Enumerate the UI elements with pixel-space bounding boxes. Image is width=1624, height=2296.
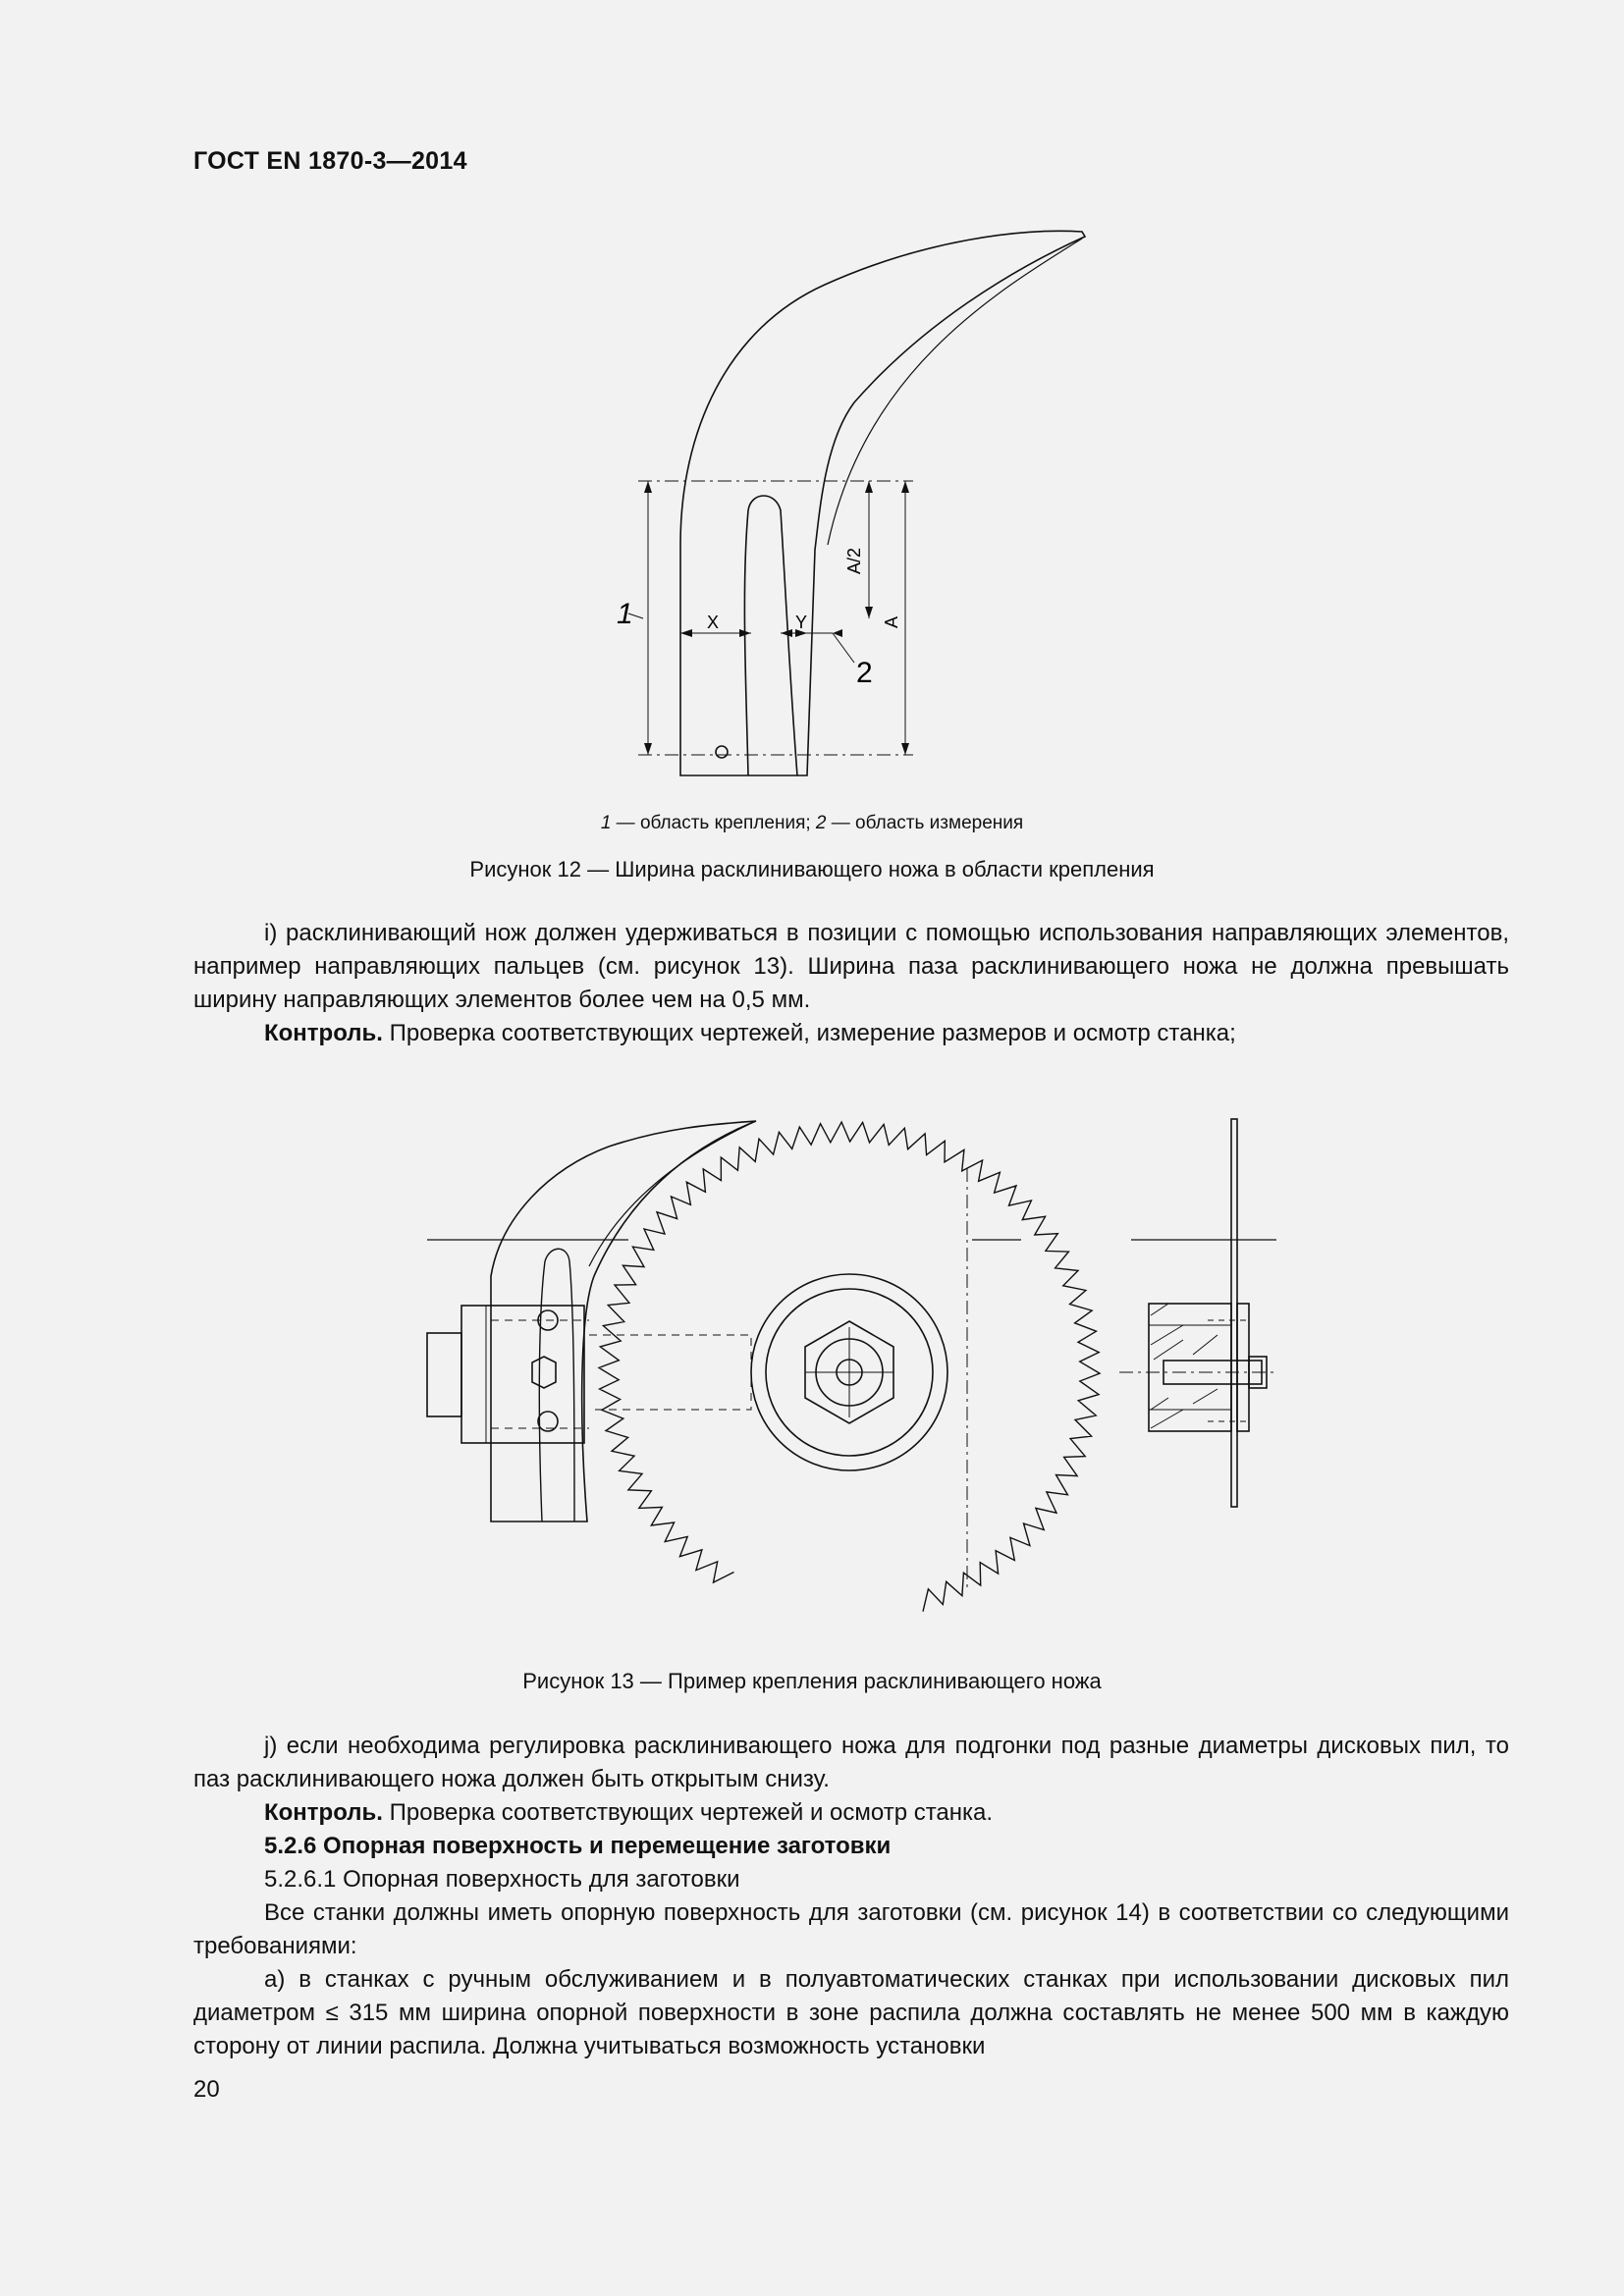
figure-13-caption: Рисунок 13 — Пример крепления расклинивающего ножа — [522, 1669, 1102, 1693]
paragraph-i: i) расклинивающий нож должен удерживаться в позиции с помощью использования направляющих элементов, например направляющих пальцев (см. рисунок 13). Ширина паза расклинивающего ножа не должна превышать ширину направляющих элементов более чем на 0,5 мм. Контроль. Проверка соответствующих чертежей, измерение размеров и осмотр станка; — [193, 920, 1509, 1046]
label-a: A — [882, 615, 901, 628]
section-subheading: 5.2.6.1 Опорная поверхность для заготовки — [264, 1866, 740, 1893]
page-number: 20 — [193, 2076, 220, 2103]
label-y: Y — [795, 613, 808, 632]
label-x: X — [707, 613, 720, 632]
paragraph-j: j) если необходима регулировка расклинивающего ножа для подгонки под разные диаметры дисковых пил, то паз расклинивающего ножа должен быть открытым снизу. Контроль. Проверка соответствующих чертежей и осмотр станка. 5.2.6 Опорная поверхность и перемещение заготовки 5.2.6.1 Опорная поверхность для заготовки Все станки должны иметь опорную поверхность для заготовки (см. рисунок 14) в соответствии со следующими требованиями: а) в станках с ручным обслуживанием и в полуавтоматических станках при использовании дисковых пил диаметром ≤ 315 мм ширина опорной поверхности в зоне распила должна составлять не менее 500 мм в каждую сторону от линии распила. Должна учитываться возможность установки — [193, 1733, 1509, 2059]
label-a-half: A/2 — [844, 547, 864, 574]
figure-12-caption: Рисунок 12 — Ширина расклинивающего ножа в области крепления — [469, 857, 1155, 881]
document-header: ГОСТ EN 1870-3—2014 — [193, 147, 467, 175]
label-2: 2 — [856, 657, 873, 689]
figure-12-legend: 1 — область крепления; 2 — область измерения — [600, 813, 1024, 833]
label-1: 1 — [617, 598, 633, 630]
section-heading: 5.2.6 Опорная поверхность и перемещение заготовки — [264, 1833, 892, 1859]
